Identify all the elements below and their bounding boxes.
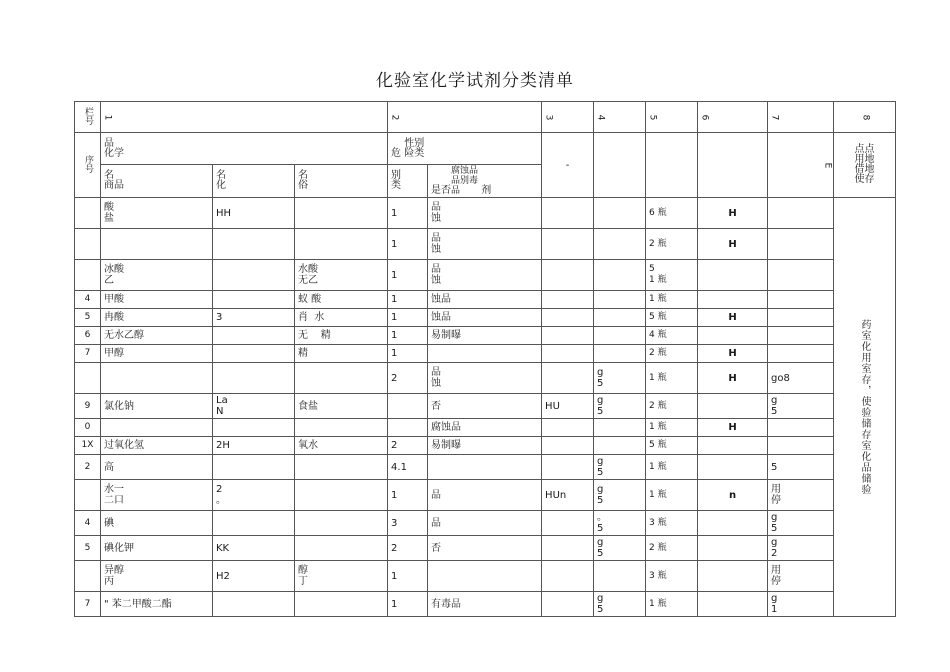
cell-cat: 1 [388,309,428,327]
cell-c3 [542,561,594,592]
cell-c7 [768,419,834,437]
header-cell: 4 [594,102,646,133]
cell-c3 [542,536,594,561]
cell-c6: H [698,419,768,437]
cell-seq [75,480,101,511]
cell-common [295,198,388,229]
cell-seq: 7 [75,345,101,363]
cell-seq: 6 [75,327,101,345]
cell-seq: 0 [75,419,101,437]
cell-c3 [542,511,594,536]
cell-chem [213,419,295,437]
header-cell: 3 [542,102,594,133]
cell-c5: 6 瓶 [646,198,698,229]
cell-seq [75,229,101,260]
cell-c6 [698,291,768,309]
cell-chem: 3 [213,309,295,327]
table-row [75,536,896,561]
inventory-table [74,101,896,617]
cell-c5: 4 瓶 [646,327,698,345]
cell-common: 氧水 [295,437,388,455]
cell-chem [213,511,295,536]
cell-trade: 水一 二口 [101,480,213,511]
trade-name-header: 名 商品 [101,165,213,198]
cell-c4 [594,327,646,345]
table-row [75,229,896,260]
cell-c7: 用 停 [768,480,834,511]
cell-c4 [594,345,646,363]
header-cell: 2 [388,102,542,133]
cell-is [428,345,542,363]
table-row [75,345,896,363]
cell-common: 蚁 酸 [295,291,388,309]
cell-trade: 无水乙醇 [101,327,213,345]
cell-c4: g 5 [594,455,646,480]
cell-cat: 1 [388,592,428,617]
cell-is: 品 蚀 [428,260,542,291]
cell-c4 [594,291,646,309]
cell-c3 [542,363,594,394]
cell-c6: n [698,480,768,511]
cell-common: 水酸 无乙 [295,260,388,291]
table-row [75,455,896,480]
cell-c3: HUn [542,480,594,511]
cell-cat: 2 [388,536,428,561]
cell-is: 品 [428,480,542,511]
cell-chem [213,345,295,363]
cell-is: 易制曝 [428,437,542,455]
cell-c7: g 2 [768,536,834,561]
cell-c6 [698,437,768,455]
cell-chem: H2 [213,561,295,592]
cell-c3 [542,229,594,260]
cell-c6 [698,511,768,536]
table-row [75,260,896,291]
cell-c3 [542,455,594,480]
cell-trade: 冉酸 [101,309,213,327]
cell-c6 [698,561,768,592]
header-cell: 6 [698,102,768,133]
cell-c3 [542,419,594,437]
cell-c7: go8 [768,363,834,394]
cell-chem: 2 。 [213,480,295,511]
cell-c5: 2 瓶 [646,345,698,363]
cell-c3 [542,345,594,363]
cell-c7: g 5 [768,394,834,419]
cell-trade: 甲酸 [101,291,213,309]
danger-header: 危 性别 险类 [388,133,542,165]
cell-c7 [768,229,834,260]
cell-common: 精 [295,345,388,363]
table-row [75,561,896,592]
cell-cat: 1 [388,198,428,229]
cell-chem [213,592,295,617]
cell-c7 [768,327,834,345]
cell-c7 [768,291,834,309]
col8-header: 点点 用地 借地 使存 [834,133,896,198]
cell-is: 品 蚀 [428,229,542,260]
header-row-2 [75,133,896,165]
col4-header [594,133,646,198]
cell-c5: 2 瓶 [646,229,698,260]
cell-seq: 4 [75,511,101,536]
cell-c7 [768,437,834,455]
cell-cat: 1 [388,229,428,260]
cell-trade [101,229,213,260]
col3-header: - [542,133,594,198]
cell-c5: 3 瓶 [646,511,698,536]
cell-chem: 2H [213,437,295,455]
cell-trade: " 苯二甲酸二酯 [101,592,213,617]
cell-c6 [698,394,768,419]
cell-c3 [542,260,594,291]
cell-c5: 1 瓶 [646,363,698,394]
cell-seq: 5 [75,309,101,327]
cell-seq: 4 [75,291,101,309]
cell-is: 蚀品 [428,309,542,327]
cell-trade: 甲醇 [101,345,213,363]
cell-chem [213,327,295,345]
cell-c4: g 5 [594,480,646,511]
header-cell: 5 [646,102,698,133]
cell-c4: g 5 [594,592,646,617]
cell-common: 醇 丁 [295,561,388,592]
cell-trade: 异醇 丙 [101,561,213,592]
cell-cat: 3 [388,511,428,536]
cell-is: 蚀品 [428,291,542,309]
cell-c4 [594,260,646,291]
cell-cat: 1 [388,291,428,309]
cell-c7: 用 停 [768,561,834,592]
cell-c7 [768,309,834,327]
cell-c4 [594,309,646,327]
table-row [75,291,896,309]
cell-is: 品 蚀 [428,363,542,394]
cell-common [295,363,388,394]
cell-c6 [698,536,768,561]
table-row [75,437,896,455]
cell-is: 品 蚀 [428,198,542,229]
cell-is [428,455,542,480]
cell-c4: g 5 [594,394,646,419]
cell-cat: 1 [388,260,428,291]
cell-chem: KK [213,536,295,561]
table-row [75,419,896,437]
cell-c6: H [698,229,768,260]
cell-cat: 1 [388,327,428,345]
cell-seq: 1X [75,437,101,455]
header-cell: 栏号 [75,102,101,133]
cell-chem: HH [213,198,295,229]
cell-trade: 碘 [101,511,213,536]
cell-c5: 1 瓶 [646,480,698,511]
cell-c5: 5 瓶 [646,437,698,455]
cell-common [295,455,388,480]
cell-c6 [698,260,768,291]
cell-chem [213,455,295,480]
cell-c4 [594,561,646,592]
cell-is: 否 [428,536,542,561]
cell-c5: 1 瓶 [646,291,698,309]
cell-seq: 9 [75,394,101,419]
common-name-header: 名 俗 [295,165,388,198]
cell-cat: 2 [388,363,428,394]
cell-c4 [594,419,646,437]
cell-c3: HU [542,394,594,419]
cell-c3 [542,437,594,455]
page-title: 化验室化学试剂分类清单 [376,71,574,91]
cell-c7: g 1 [768,592,834,617]
cell-chem [213,291,295,309]
cell-seq: 2 [75,455,101,480]
cell-chem: La N [213,394,295,419]
cell-common [295,229,388,260]
cell-trade [101,419,213,437]
table-row [75,592,896,617]
cell-is: 易制曝 [428,327,542,345]
table-row [75,394,896,419]
cell-trade: 冰酸 乙 [101,260,213,291]
cell-c6: H [698,309,768,327]
cell-c4 [594,229,646,260]
cell-c3 [542,291,594,309]
cell-trade: 过氧化氢 [101,437,213,455]
header-cell: 7 [768,102,834,133]
cell-chem [213,229,295,260]
cell-c6: H [698,198,768,229]
cell-cat: 4.1 [388,455,428,480]
cell-c3 [542,198,594,229]
cell-c6 [698,455,768,480]
cell-c3 [542,309,594,327]
cell-cat: 1 [388,345,428,363]
cell-common: 食盐 [295,394,388,419]
cell-c4 [594,437,646,455]
table-row [75,511,896,536]
cell-c7 [768,198,834,229]
cell-is: 有毒品 [428,592,542,617]
cell-c5: 5 瓶 [646,309,698,327]
cell-common [295,480,388,511]
cell-common [295,419,388,437]
cell-c4 [594,198,646,229]
cell-c7 [768,260,834,291]
cell-c5: 1 瓶 [646,419,698,437]
cell-c5: 1 瓶 [646,592,698,617]
table-row [75,198,896,229]
table-row [75,327,896,345]
cell-cat: 2 [388,437,428,455]
cell-cat [388,394,428,419]
cell-c7 [768,345,834,363]
cell-chem [213,260,295,291]
cell-common: 无 精 [295,327,388,345]
cell-is: 品 [428,511,542,536]
cell-trade: 酸 盐 [101,198,213,229]
header-cell: 1 [101,102,388,133]
cell-c4: g 5 [594,363,646,394]
cell-c3 [542,592,594,617]
cell-trade [101,363,213,394]
cell-c5: 2 瓶 [646,536,698,561]
cell-cat: 1 [388,561,428,592]
cell-seq [75,198,101,229]
cell-cat [388,419,428,437]
cell-c5: 5 1 瓶 [646,260,698,291]
cell-seq [75,561,101,592]
cell-trade: 氯化钠 [101,394,213,419]
seq-header: 序号 [75,133,101,198]
col6-header [698,133,768,198]
cell-cat: 1 [388,480,428,511]
cell-seq [75,260,101,291]
cell-c4: 。 5 [594,511,646,536]
cell-common [295,592,388,617]
cell-seq [75,363,101,394]
cell-trade: 碘化钾 [101,536,213,561]
col5-header [646,133,698,198]
category-header: 别 类 [388,165,428,198]
cell-common [295,511,388,536]
cell-c6: H [698,363,768,394]
cell-c3 [542,327,594,345]
header-cell: 8 [834,102,896,133]
cell-c5: 1 瓶 [646,455,698,480]
column-number-row [75,102,896,133]
cell-c4: g 5 [594,536,646,561]
cell-c6 [698,592,768,617]
cell-c6: H [698,345,768,363]
storage-location-note: 药室化用室存，使验储存室化品储验 [834,198,896,617]
cell-is: 否 [428,394,542,419]
cell-common: 肖 水 [295,309,388,327]
cell-is: 腐蚀品 [428,419,542,437]
chem-name-header: 名 化 [213,165,295,198]
cell-c7: g 5 [768,511,834,536]
table-row [75,480,896,511]
cell-chem [213,363,295,394]
cell-trade: 高 [101,455,213,480]
cell-c5: 2 瓶 [646,394,698,419]
chem-header: 品 化学 [101,133,388,165]
cell-is [428,561,542,592]
table-row [75,363,896,394]
is-category-header: 是否腐蚀品 品别毒 品 剂 [428,165,542,198]
cell-c6 [698,327,768,345]
cell-common [295,536,388,561]
cell-seq: 7 [75,592,101,617]
cell-c7: 5 [768,455,834,480]
cell-c5: 3 瓶 [646,561,698,592]
cell-seq: 5 [75,536,101,561]
col7-header: E [768,133,834,198]
table-row [75,309,896,327]
